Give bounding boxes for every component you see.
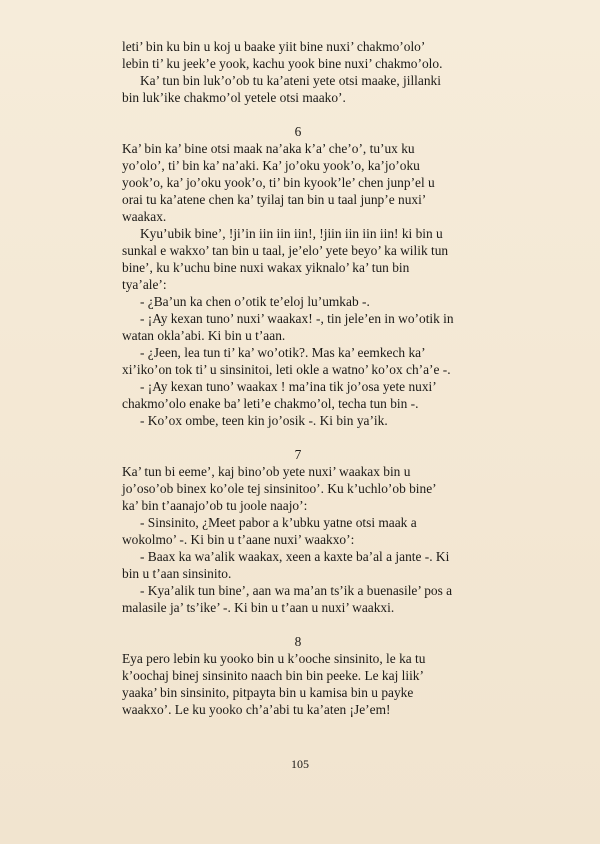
dialog-line: malasile ja’ ts’ike’ -. Ki bin u t’aan u nuxi’ waakxi. xyxy=(122,600,395,615)
dialog-line: - Baax ka wa’alik waakax, xeen a kaxte ba’al a jante -. Ki xyxy=(140,549,450,564)
text-line: yo’olo’, ti’ bin ka’ na’aki. Ka’ jo’oku yook’o, ka’jo’oku xyxy=(122,158,420,173)
page-text xyxy=(122,38,474,718)
dialog-line: - ¿Ba’un ka chen o’otik te’eloj lu’umkab -. xyxy=(140,294,370,309)
dialog-line: - ¿Jeen, lea tun ti’ ka’ wo’otik?. Mas ka’ eemkech ka’ xyxy=(140,345,426,360)
dialog-line: chakmo’olo enake ba’ leti’e chakmo’ol, techa tun bin -. xyxy=(122,396,419,411)
dialog-line: - Kya’alik tun bine’, aan wa ma’an ts’ik a buenasile’ pos a xyxy=(140,583,453,598)
section6-paragraph-2 xyxy=(122,225,474,293)
text-line: Ka’ tun bin luk’o’ob tu ka’ateni yete otsi maake, jillanki xyxy=(140,73,441,88)
text-line: Ka’ bin ka’ bine otsi maak na’aka k’a’ che’o’, tu’ux ku xyxy=(122,141,415,156)
section-number-8: 8 xyxy=(294,634,302,649)
text-line: jo’oso’ob binex ko’ole tej sinsinitoo’. Ku k’uchlo’ob bine’ xyxy=(122,481,437,496)
text-line: tya’ale’: xyxy=(122,277,167,292)
text-line: Ka’ tun bi eeme’, kaj bino’ob yete nuxi’ waakax bin u xyxy=(122,464,411,479)
text-line: Kyu’ubik bine’, !ji’in iin iin iin!, !jiin iin iin iin! ki bin u xyxy=(140,226,443,241)
text-line: waakax. xyxy=(122,209,167,224)
text-line: ka’ bin t’aanajo’ob tu joole naajo’: xyxy=(122,498,308,513)
text-line: leti’ bin ku bin u koj u baake yiit bine nuxi’ chakmo’olo’ xyxy=(122,39,426,54)
text-line: yaaka’ bin sinsinito, pitpayta bin u kamisa bin u payke xyxy=(122,685,414,700)
intro-paragraph xyxy=(122,38,474,72)
text-line: Eya pero lebin ku yooko bin u k’ooche sinsinito, le ka tu xyxy=(122,651,426,666)
text-line: waakxo’. Le ku yooko ch’a’abi tu ka’aten ¡Je’em! xyxy=(122,702,391,717)
section6-dialog xyxy=(122,293,474,429)
section8-paragraph-1 xyxy=(122,650,474,718)
dialog-line: - Ko’ox ombe, teen kin jo’osik -. Ki bin ya’ik. xyxy=(140,413,388,428)
intro-paragraph-2 xyxy=(122,72,474,106)
text-line: orai tu ka’atene chen ka’ tyilaj tan bin u taal junp’e nuxi’ xyxy=(122,192,427,207)
dialog-line: bin u t’aan sinsinito. xyxy=(122,566,232,581)
text-line: sunkal e wakxo’ tan bin u taal, je’elo’ yete beyo’ ka wilik tun xyxy=(122,243,449,258)
section6-paragraph-1 xyxy=(122,140,474,225)
dialog-line: - ¡Ay kexan tuno’ waakax ! ma’ina tik jo’osa yete nuxi’ xyxy=(140,379,437,394)
dialog-line: watan okla’abi. Ki bin u t’aan. xyxy=(122,328,286,343)
dialog-line: - Sinsinito, ¿Meet pabor a k’ubku yatne otsi maak a xyxy=(140,515,417,530)
text-line: lebin ti’ ku jeek’e yook, kachu yook bine nuxi’ chakmo’olo. xyxy=(122,56,443,71)
dialog-line: - ¡Ay kexan tuno’ nuxi’ waakax! -, tin jele’en in wo’otik in xyxy=(140,311,454,326)
section7-dialog xyxy=(122,514,474,616)
text-line: k’oochaj binej sinsinito naach bin bin peeke. Le kaj liik’ xyxy=(122,668,424,683)
text-line: bin luk’ike chakmo’ol yetele otsi maako’. xyxy=(122,90,346,105)
dialog-line: xi’iko’on tok ti’ u sinsinitoi, leti okle a watno’ ko’ox ch’a’e -. xyxy=(122,362,451,377)
section-number-7: 7 xyxy=(294,447,302,462)
section7-paragraph-1 xyxy=(122,463,474,514)
text-line: yook’o, ka’ jo’oku yook’o, ti’ bin kyook’le’ chen junp’el u xyxy=(122,175,435,190)
section-number-6: 6 xyxy=(294,124,302,139)
text-line: bine’, ku k’uchu bine nuxi wakax yiknalo’ ka’ tun bin xyxy=(122,260,410,275)
page-number: 105 xyxy=(291,757,309,771)
dialog-line: wokolmo’ -. Ki bin u t’aane nuxi’ waakxo’: xyxy=(122,532,355,547)
